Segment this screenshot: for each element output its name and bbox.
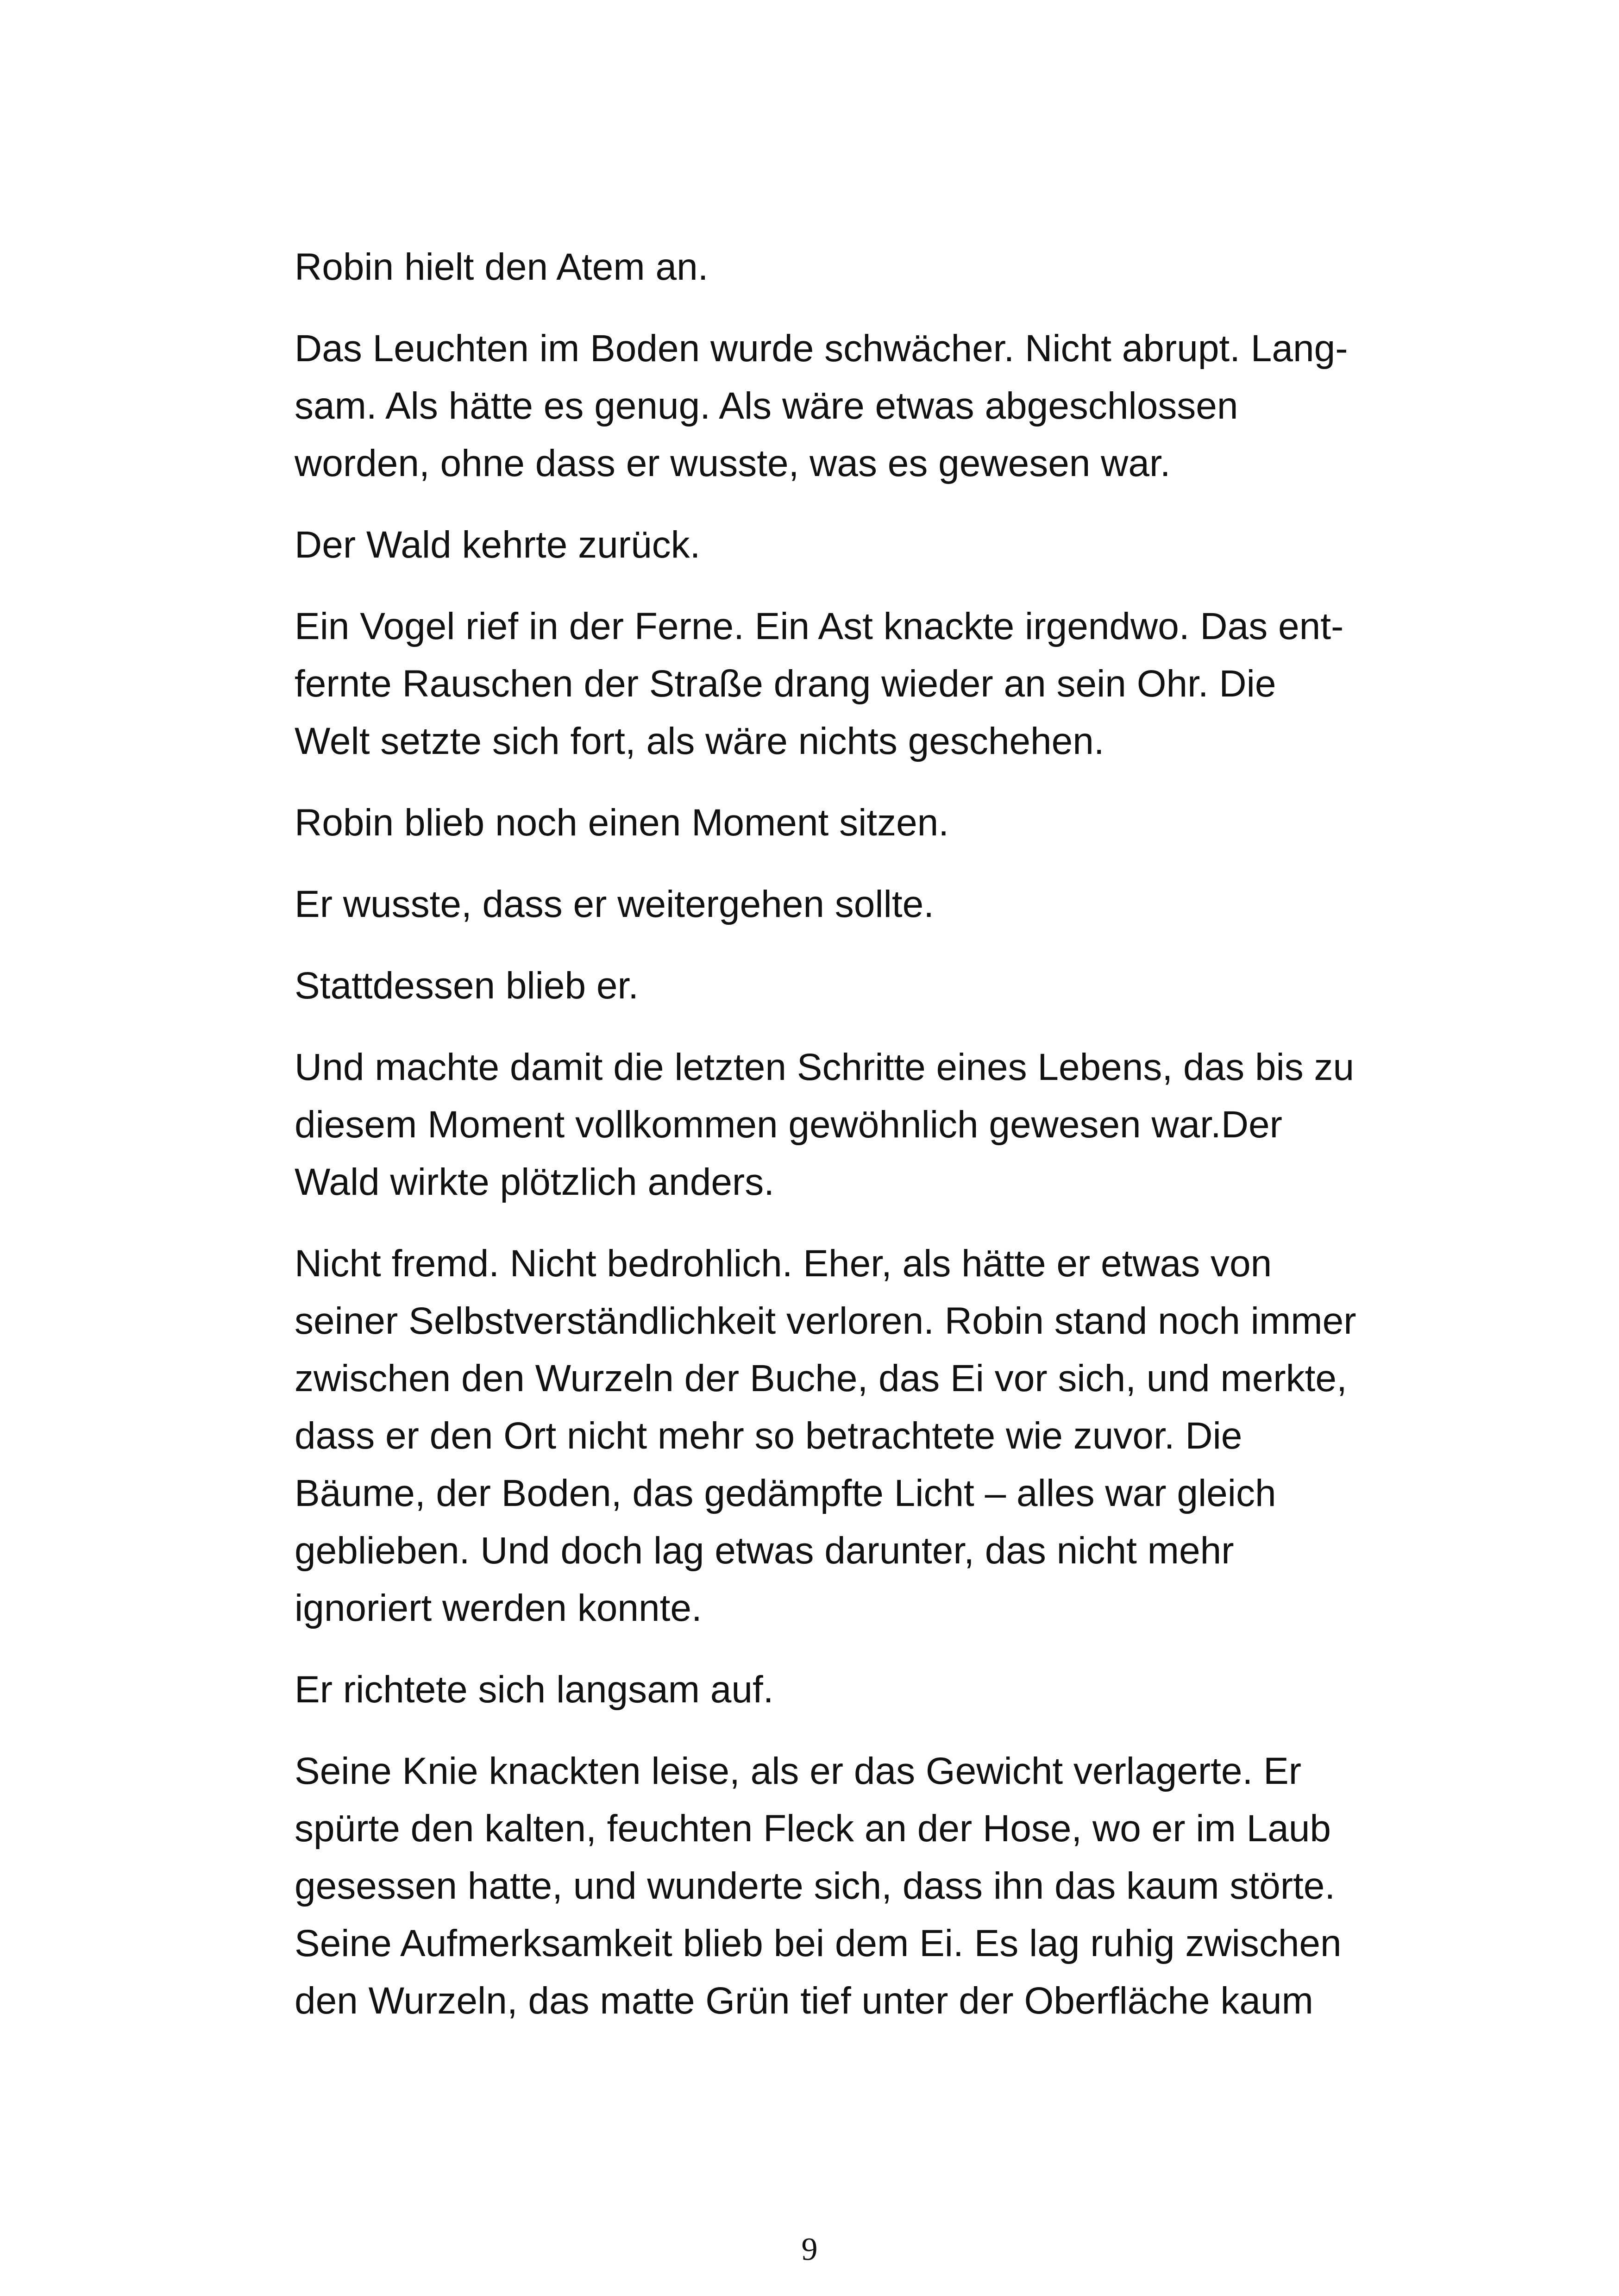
text-line: diesem Moment vollkommen gewöhnlich gewesen war.Der bbox=[295, 1104, 1282, 1146]
text-line: Er wusste, dass er weitergehen sollte. bbox=[295, 883, 934, 925]
body-text bbox=[295, 238, 1434, 2054]
page-number: 9 bbox=[801, 2232, 818, 2267]
text-line: Nicht fremd. Nicht bedrohlich. Eher, als hätte er etwas von bbox=[295, 1242, 1272, 1285]
paragraph bbox=[295, 794, 1434, 852]
text-line: zwischen den Wurzeln der Buche, das Ei vor sich, und merkte, bbox=[295, 1357, 1347, 1399]
text-line: Welt setzte sich fort, als wäre nichts geschehen. bbox=[295, 720, 1104, 762]
text-line: gesessen hatte, und wunderte sich, dass ihn das kaum störte. bbox=[295, 1865, 1336, 1907]
text-line: Ein Vogel rief in der Ferne. Ein Ast knackte irgendwo. Das ent- bbox=[295, 605, 1344, 647]
text-line: Stattdessen blieb er. bbox=[295, 965, 639, 1007]
paragraph bbox=[295, 516, 1434, 574]
text-line: sam. Als hätte es genug. Als wäre etwas abgeschlossen bbox=[295, 385, 1238, 427]
paragraph bbox=[295, 238, 1434, 296]
text-line: dass er den Ort nicht mehr so betrachtete wie zuvor. Die bbox=[295, 1415, 1242, 1457]
paragraph bbox=[295, 1661, 1434, 1719]
paragraph bbox=[295, 1743, 1434, 2030]
text-line: ignoriert werden konnte. bbox=[295, 1587, 702, 1629]
paragraph bbox=[295, 876, 1434, 933]
text-line: Der Wald kehrte zurück. bbox=[295, 524, 701, 566]
text-line: Robin blieb noch einen Moment sitzen. bbox=[295, 802, 949, 844]
text-line: Und machte damit die letzten Schritte eines Lebens, das bis zu bbox=[295, 1046, 1355, 1088]
paragraph bbox=[295, 320, 1434, 492]
paragraph bbox=[295, 598, 1434, 770]
paragraph bbox=[295, 957, 1434, 1015]
text-line: worden, ohne dass er wusste, was es gewesen war. bbox=[295, 442, 1171, 484]
text-line: Er richtete sich langsam auf. bbox=[295, 1669, 774, 1711]
paragraph bbox=[295, 1235, 1434, 1637]
text-line: geblieben. Und doch lag etwas darunter, das nicht mehr bbox=[295, 1530, 1234, 1572]
text-line: Wald wirkte plötzlich anders. bbox=[295, 1161, 775, 1203]
text-line: den Wurzeln, das matte Grün tief unter der Oberfläche kaum bbox=[295, 1980, 1313, 2022]
text-line: seiner Selbstverständlichkeit verloren. Robin stand noch immer bbox=[295, 1300, 1356, 1342]
text-line: Seine Aufmerksamkeit blieb bei dem Ei. Es lag ruhig zwischen bbox=[295, 1922, 1342, 1964]
text-line: Robin hielt den Atem an. bbox=[295, 246, 709, 288]
text-line: spürte den kalten, feuchten Fleck an der Hose, wo er im Laub bbox=[295, 1807, 1331, 1850]
text-line: Bäume, der Boden, das gedämpfte Licht – alles war gleich bbox=[295, 1472, 1276, 1514]
text-line: fernte Rauschen der Straße drang wieder an sein Ohr. Die bbox=[295, 663, 1276, 705]
text-line: Seine Knie knackten leise, als er das Gewicht verlagerte. Er bbox=[295, 1750, 1302, 1792]
paragraph bbox=[295, 1039, 1434, 1211]
text-line: Das Leuchten im Boden wurde schwächer. Nicht abrupt. Lang- bbox=[295, 327, 1348, 370]
